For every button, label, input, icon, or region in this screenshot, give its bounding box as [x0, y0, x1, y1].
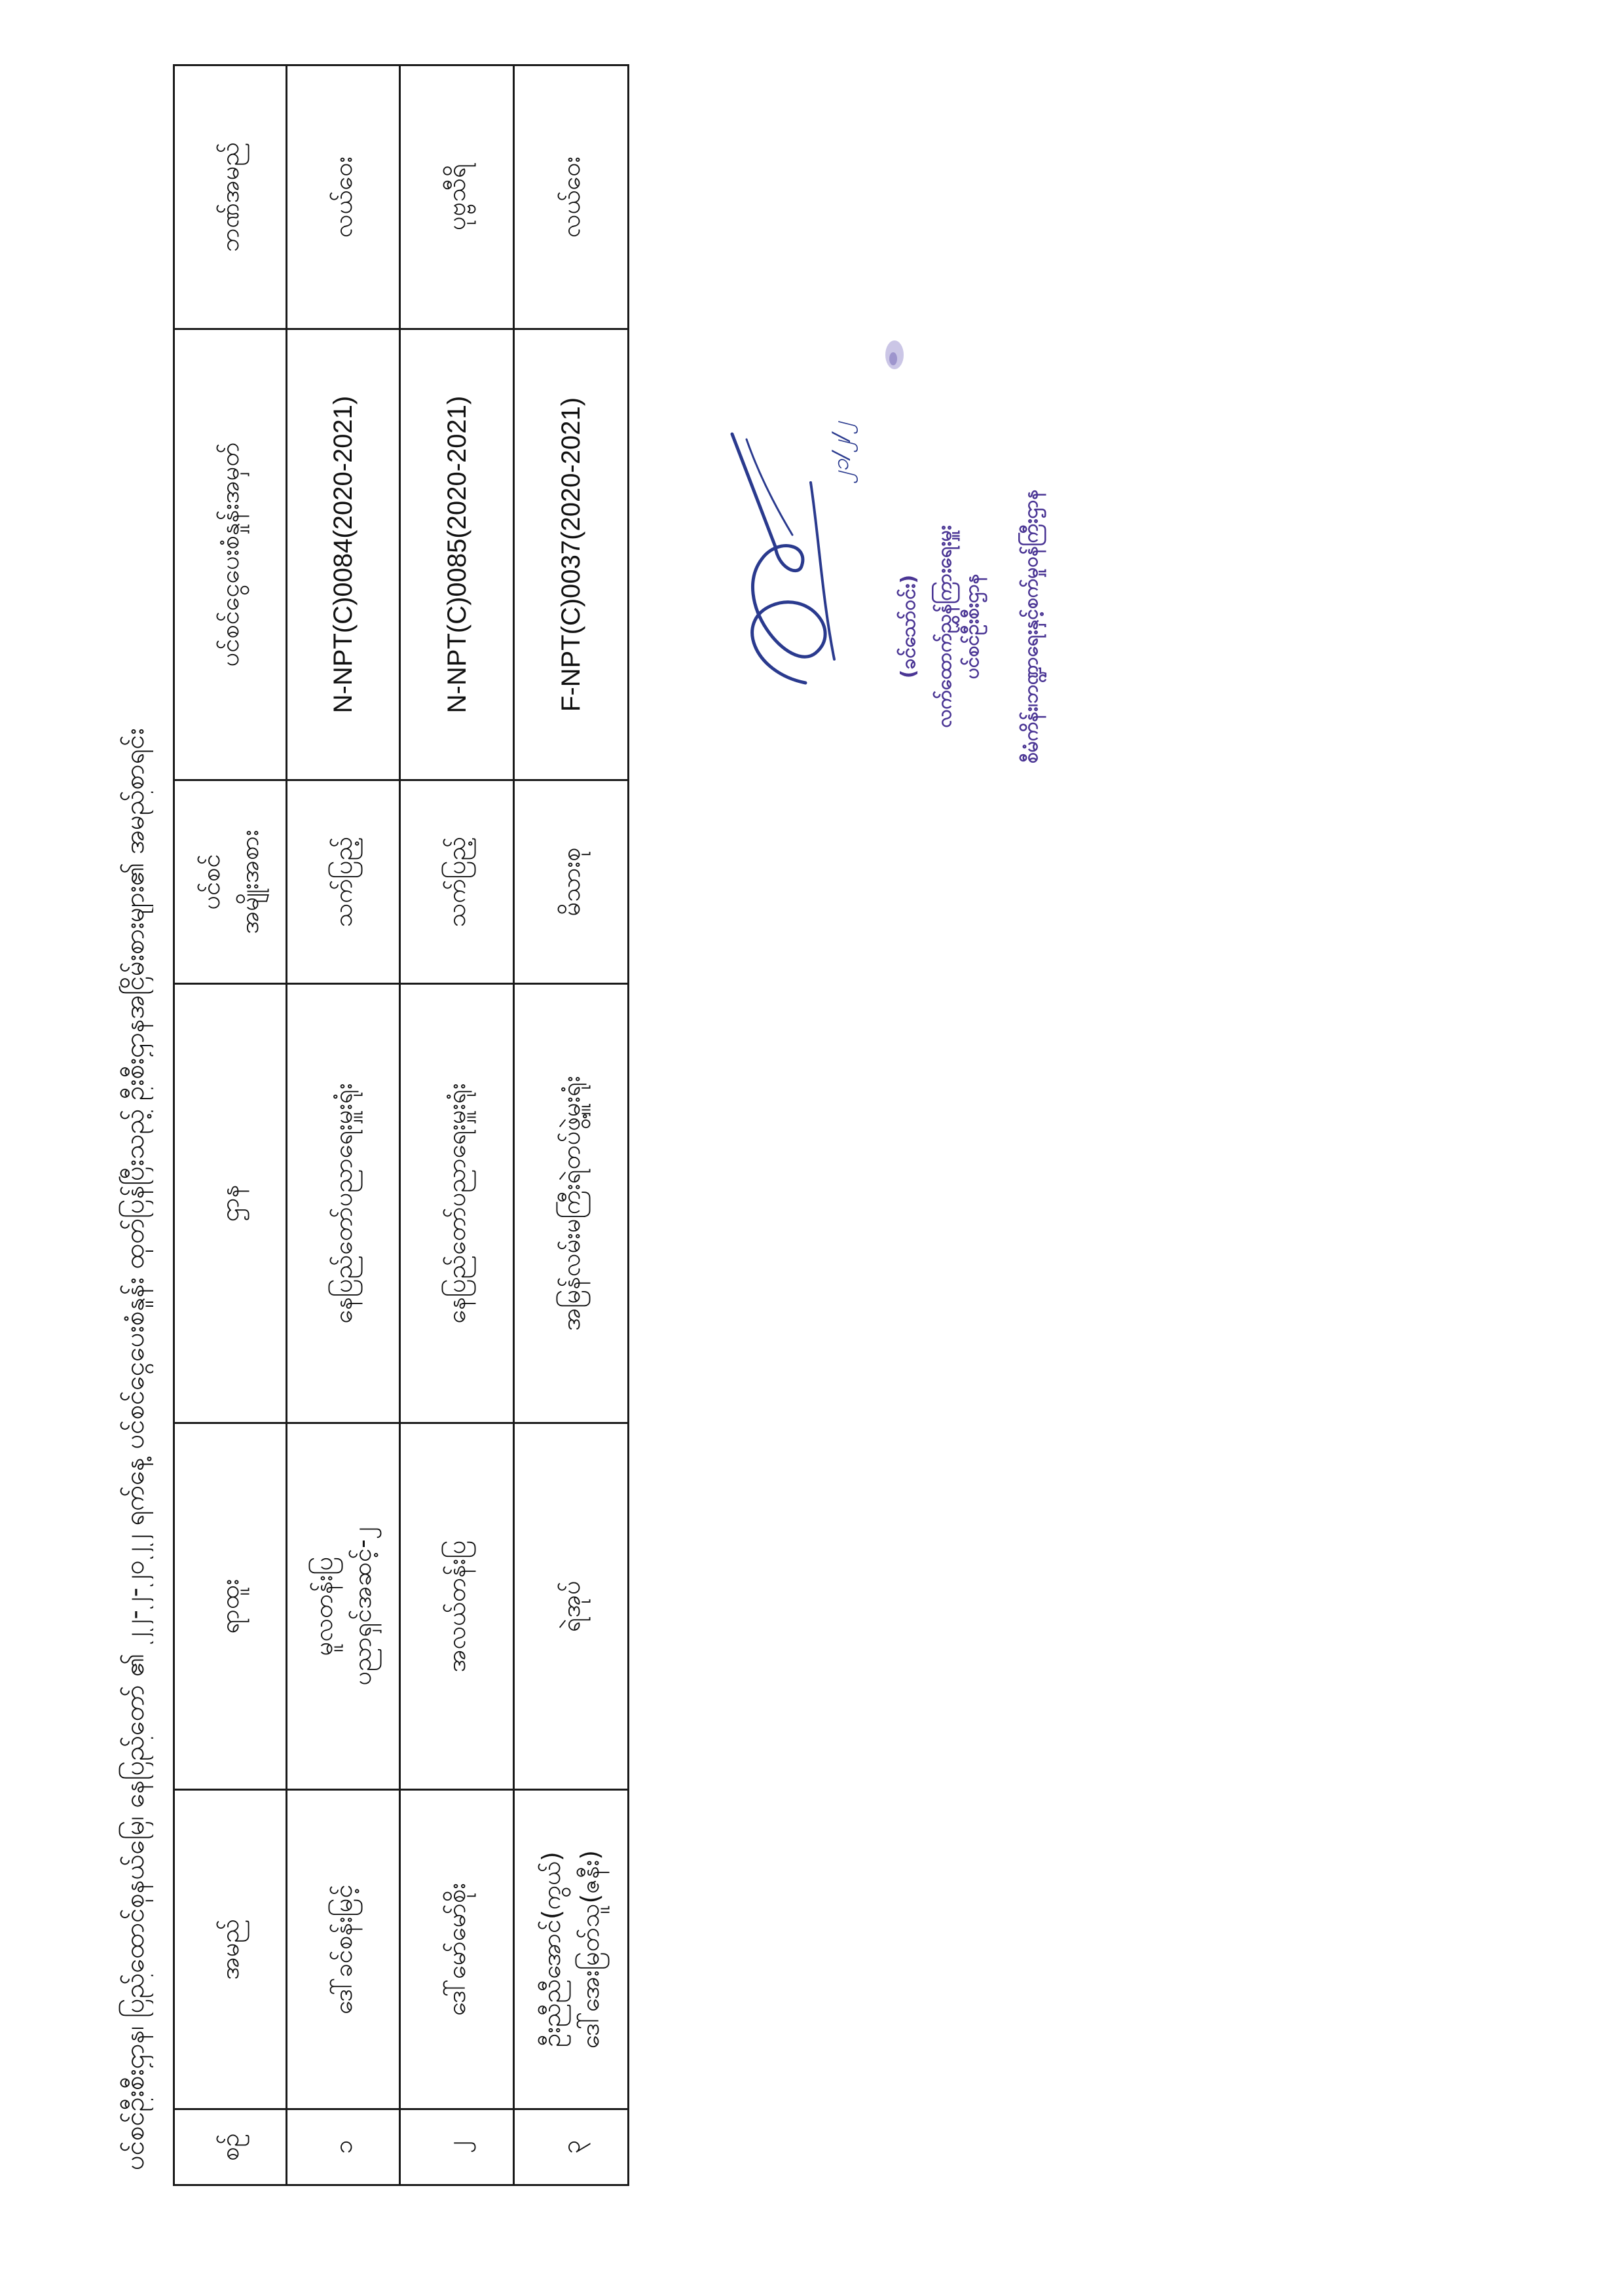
stamp-title: လက်ထောက်ညွှန်ကြားရေးမှူး: [933, 525, 956, 728]
stamp-ministry: စီမံကိန်း၊ဘဏ္ဍာရေးနှင့်စက်မှုဝန်ကြီးဌာန: [1020, 489, 1043, 764]
position-line: ရဲအုပ်: [556, 1580, 585, 1632]
position-line: မူလတန်းပြ: [309, 1556, 339, 1656]
header-order-no: ပင်စင်ငွေပေးစံနှုန်းအမှတ်: [174, 329, 287, 780]
cell-department: အမြန်လမ်းမကြီးရဲတပ်ဖွဲ့မှူးရုံး: [514, 984, 629, 1423]
document-title: ပင်စင်ဦးစီးဌာန၊ ပြည်ထောင်စုနယ်မြေ၊ နေပြည်တော် ၏ ၂၂-၂-၂၀၂၂ ရက်နေ့ ပင်စင်ငွေပေးစံနှုန်း ထုတ်ပြန်ပြီးသည့် ဦးစီးဌာနအငြိမ်းစားများ၏ အမည်စာရင်း: [120, 728, 150, 2170]
table-header-row: [174, 65, 287, 2185]
header-department: ဌာန: [174, 984, 287, 1423]
header-position: ရာထူး: [174, 1423, 287, 1790]
header-name: အမည်: [174, 1790, 287, 2109]
position-line: အလယ်တန်းပြ: [442, 1540, 471, 1673]
cell-pension-type: သက်ပြည့်: [287, 780, 400, 984]
cell-position: [400, 1423, 514, 1790]
cell-bank: လယ်ဝေး: [514, 65, 629, 329]
cell-bank: ပုဗ္ဗသီရိ: [400, 65, 514, 329]
cell-department: နေပြည်တော်ပညာရေးမှူးရုံး: [400, 984, 514, 1423]
cell-name: [287, 1790, 400, 2109]
cell-department: နေပြည်တော်ပညာရေးမှူးရုံး: [287, 984, 400, 1423]
retiree-table: [173, 64, 629, 2186]
position-line: ပညာရှင်အဆင့်-၂: [348, 1527, 377, 1686]
name-line: ဦးညီညီအောင်(ကွယ်): [537, 1851, 566, 2047]
cell-pension-type: သက်ပြည့်: [400, 780, 514, 984]
header-pension-type-line: ပင်စင်: [196, 854, 225, 910]
cell-order-no: F-NPT(C)0037(2020-2021): [514, 329, 629, 780]
cell-name: [400, 1790, 514, 2109]
cell-no: ၂: [400, 2109, 514, 2185]
header-pension-type-line: အမျိုးအစား: [234, 829, 264, 934]
stamp-name: (ခင်သော်ဝင်း): [897, 574, 920, 679]
cell-bank: လယ်ဝေး: [287, 65, 400, 329]
cell-pension-type: မိသားစု: [514, 780, 629, 984]
cell-no: ၃: [514, 2109, 629, 2185]
name-line: ဒေါ်အေးမြတ်သူ(ဇနီး): [576, 1850, 604, 2049]
cell-position: [287, 1423, 400, 1790]
cell-order-no: N-NPT(C)0084(2020-2021): [287, 329, 400, 780]
header-bank: ဘဏ်အမည်: [174, 65, 287, 329]
cell-order-no: N-NPT(C)0085(2020-2021): [400, 329, 514, 780]
table-row: [514, 65, 629, 2185]
header-pension-type: [174, 780, 287, 984]
table-row: [287, 65, 400, 2185]
ink-smudge: [875, 335, 914, 374]
table-row: [400, 65, 514, 2185]
stamp-department: ပင်စင်ဦးစီးဌာန: [961, 574, 984, 680]
cell-no: ၁: [287, 2109, 400, 2185]
name-line: ဒေါ်ခင်စန်းမြင့်: [328, 1884, 358, 2014]
name-line: ဒေါ်မော်မော်စိုး: [442, 1882, 471, 2016]
header-no: စဉ်: [174, 2109, 287, 2185]
signature-date: ၂၁/၂/၂: [828, 422, 854, 483]
cell-position: [514, 1423, 629, 1790]
cell-name: [514, 1790, 629, 2109]
